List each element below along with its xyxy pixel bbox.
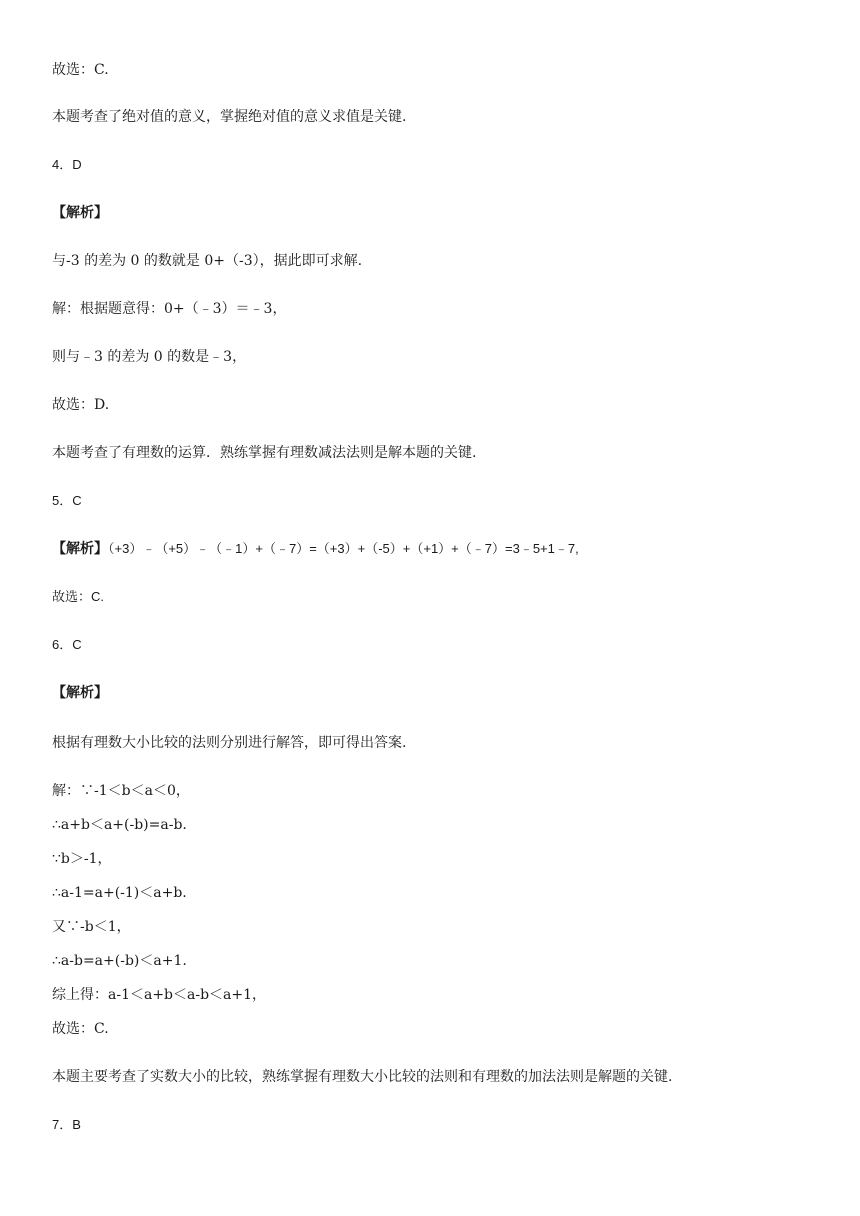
- question-number-6: 6．C: [52, 637, 82, 652]
- solution-line-6-7: 综上得：a-1＜a+b＜a-b＜a+1，: [52, 987, 267, 1003]
- solution-line-4: 解：根据题意得：0+（﹣3）＝﹣3，: [52, 301, 287, 317]
- answer-line-4: 故选：D.: [52, 397, 110, 413]
- answer-line-5: 故选：C.: [52, 589, 105, 604]
- analysis-line-4: 与-3 的差为 0 的数就是 0+（-3），据此即可求解.: [52, 253, 363, 269]
- analysis-line-6: 根据有理数大小比较的法则分别进行解答，即可得出答案.: [52, 735, 407, 751]
- question-number-7: 7．B: [52, 1117, 81, 1132]
- analysis-heading-6: 【解析】: [52, 685, 108, 701]
- summary-line-6: 本题主要考查了实数大小的比较，熟练掌握有理数大小比较的法则和有理数的加法法则是解题的关键.: [52, 1069, 673, 1085]
- summary-line-4: 本题考查了有理数的运算．熟练掌握有理数减法法则是解本题的关键.: [52, 445, 477, 461]
- solution-line-6-5: 又∵-b＜1，: [52, 919, 131, 935]
- analysis-expression-5: （+3）﹣（+5）﹣（﹣1）+（﹣7）=（+3）+（-5）+（+1）+（﹣7）=3﹣5+1﹣7,: [108, 541, 579, 556]
- answer-line-6: 故选：C.: [52, 1021, 109, 1037]
- question-number-5: 5．C: [52, 493, 82, 508]
- solution-line-6-6: ∴a-b=a+(-b)＜a+1.: [52, 953, 187, 969]
- result-line-4: 则与﹣3 的差为 0 的数是﹣3，: [52, 349, 247, 365]
- summary-line-3: 本题考查了绝对值的意义，掌握绝对值的意义求值是关键.: [52, 109, 407, 125]
- analysis-label-5: 【解析】: [52, 541, 108, 557]
- answer-line-3: 故选：C.: [52, 62, 109, 78]
- question-number-4: 4．D: [52, 157, 82, 172]
- solution-line-6-2: ∴a+b＜a+(-b)=a-b.: [52, 817, 187, 833]
- solution-line-6-1: 解：∵-1＜b＜a＜0，: [52, 783, 190, 799]
- solution-line-6-4: ∴a-1=a+(-1)＜a+b.: [52, 885, 187, 901]
- analysis-heading-4: 【解析】: [52, 205, 108, 221]
- analysis-line-5: [52, 539, 579, 559]
- solution-line-6-3: ∵b＞-1，: [52, 851, 112, 867]
